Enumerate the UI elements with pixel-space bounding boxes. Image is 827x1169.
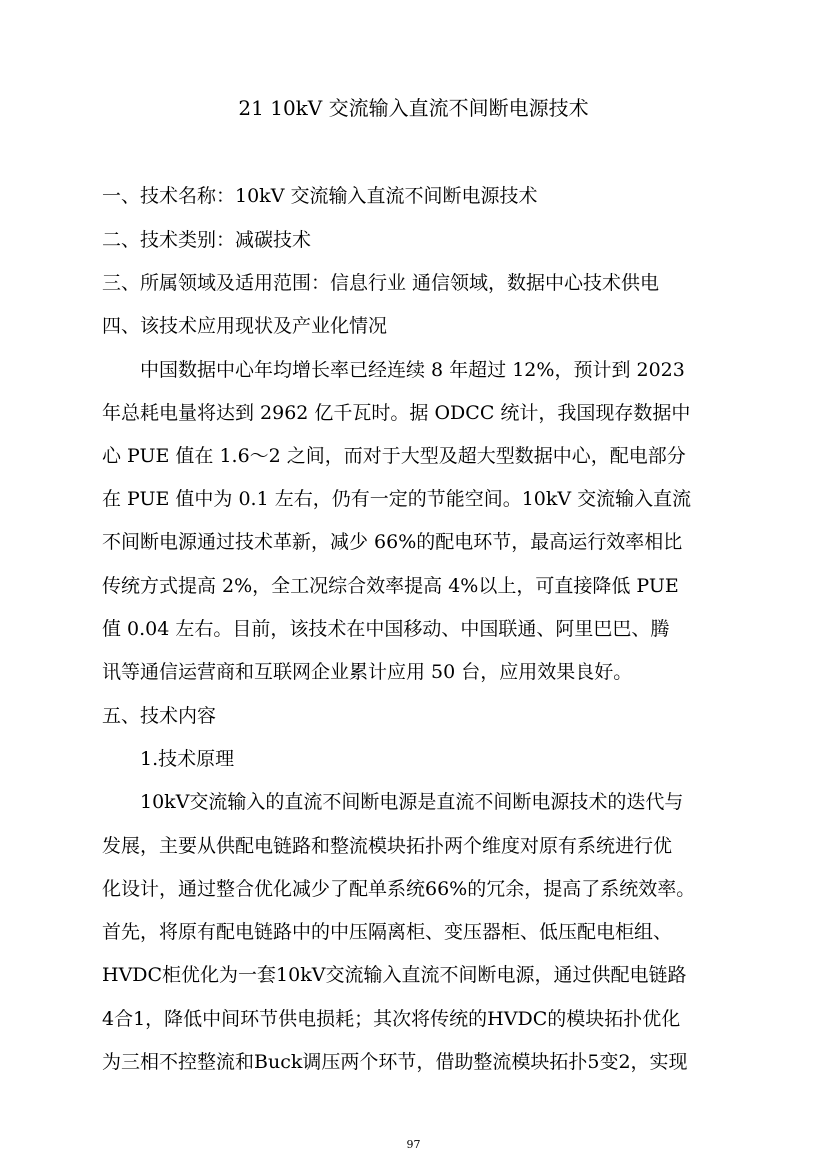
paragraph-line: 值 0.04 左右。目前，该技术在中国移动、中国联通、阿里巴巴、腾 [102, 618, 670, 640]
page-number: 97 [406, 1138, 421, 1151]
section-heading-content: 五、技术内容 [102, 705, 217, 727]
paragraph-line: 发展，主要从供配电链路和整流模块拓扑两个维度对原有系统进行优 [102, 835, 673, 857]
paragraph-line: 为三相不控整流和Buck调压两个环节，借助整流模块拓扑5变2，实现 [102, 1051, 688, 1073]
paragraph-line: 首先，将原有配电链路中的中压隔离柜、变压器柜、低压配电柜组、 [102, 921, 673, 943]
section-heading-tech-name: 一、技术名称：10kV 交流输入直流不间断电源技术 [102, 185, 538, 207]
subsection-heading-principle: 1.技术原理 [140, 748, 235, 770]
paragraph-line: HVDC柜优化为一套10kV交流输入直流不间断电源，通过供配电链路 [102, 964, 687, 986]
paragraph-line: 在 PUE 值中为 0.1 左右，仍有一定的节能空间。10kV 交流输入直流 [102, 488, 692, 510]
paragraph-line: 不间断电源通过技术革新，减少 66%的配电环节，最高运行效率相比 [102, 531, 683, 553]
paragraph-line: 传统方式提高 2%，全工况综合效率提高 4%以上，可直接降低 PUE [102, 575, 679, 597]
paragraph-line: 4合1，降低中间环节供电损耗；其次将传统的HVDC的模块拓扑优化 [102, 1008, 681, 1030]
paragraph-line: 年总耗电量将达到 2962 亿千瓦时。据 ODCC 统计，我国现存数据中 [102, 402, 691, 424]
paragraph-line: 讯等通信运营商和互联网企业累计应用 50 台，应用效果良好。 [102, 661, 633, 683]
section-heading-tech-category: 二、技术类别：减碳技术 [102, 229, 312, 251]
paragraph-line: 10kV交流输入的直流不间断电源是直流不间断电源技术的迭代与 [140, 791, 684, 813]
paragraph-line: 中国数据中心年均增长率已经连续 8 年超过 12%，预计到 2023 [140, 359, 685, 381]
section-heading-scope: 三、所属领域及适用范围：信息行业 通信领域，数据中心技术供电 [102, 272, 660, 294]
paragraph-line: 心 PUE 值在 1.6～2 之间，而对于大型及超大型数据中心，配电部分 [102, 445, 686, 467]
page-title: 21 10kV 交流输入直流不间断电源技术 [238, 96, 589, 120]
section-heading-status: 四、该技术应用现状及产业化情况 [102, 315, 388, 337]
paragraph-line: 化设计，通过整合优化减少了配单系统66%的冗余，提高了系统效率。 [102, 878, 696, 900]
